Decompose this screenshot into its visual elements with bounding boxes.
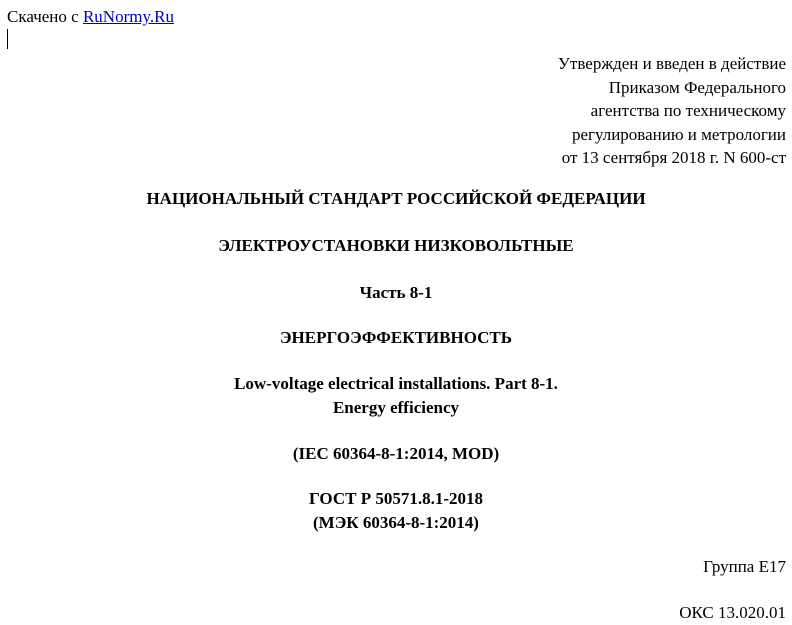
english-title-line1: Low-voltage electrical installations. Part 8-1. (234, 374, 558, 393)
iec-reference: (IEC 60364-8-1:2014, MOD) (292, 444, 500, 463)
approval-block (558, 52, 786, 170)
approval-line: от 13 сентября 2018 г. N 600-ст (561, 148, 786, 167)
approval-line: регулированию и метрологии (571, 124, 786, 144)
approval-line: Утвержден и введен в действие (557, 54, 786, 73)
document-title: ЭЛЕКТРОУСТАНОВКИ НИЗКОВОЛЬТНЫЕ (218, 236, 574, 255)
group-code: Группа Е17 (703, 557, 786, 576)
part-number: Часть 8-1 (359, 283, 433, 302)
english-title-line2: Energy efficiency (332, 398, 460, 417)
standard-type: НАЦИОНАЛЬНЫЙ СТАНДАРТ РОССИЙСКОЙ ФЕДЕРАЦИИ (146, 189, 646, 208)
approval-line: Приказом Федерального (608, 77, 786, 97)
source-line (7, 7, 174, 27)
source-prefix: Скачено с (7, 7, 83, 26)
source-link[interactable]: RuNormy.Ru (82, 7, 174, 26)
oks-code: ОКС 13.020.01 (679, 603, 786, 622)
approval-line: агентства по техническому (590, 101, 786, 120)
mek-reference: (МЭК 60364-8-1:2014) (313, 513, 479, 532)
text-cursor (7, 29, 8, 49)
gost-number: ГОСТ Р 50571.8.1-2018 (309, 489, 483, 508)
document-subtitle: ЭНЕРГОЭФФЕКТИВНОСТЬ (280, 328, 512, 347)
